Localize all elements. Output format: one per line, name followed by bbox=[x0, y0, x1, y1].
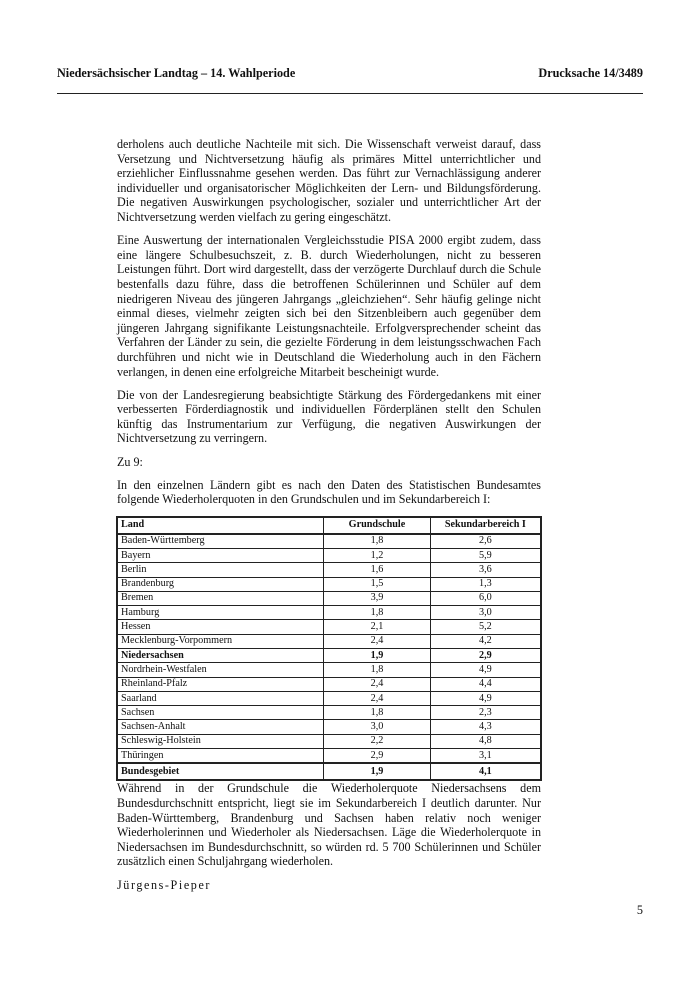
cell-land: Hamburg bbox=[117, 606, 324, 620]
cell-grundschule: 2,4 bbox=[324, 677, 431, 691]
cell-sekundarbereich: 5,2 bbox=[430, 620, 541, 634]
cell-grundschule: 2,1 bbox=[324, 620, 431, 634]
cell-land: Bayern bbox=[117, 548, 324, 562]
table-row bbox=[117, 706, 541, 720]
table-row bbox=[117, 534, 541, 549]
cell-sekundarbereich: 4,9 bbox=[430, 691, 541, 705]
table-row bbox=[117, 691, 541, 705]
cell-grundschule: 1,8 bbox=[324, 534, 431, 549]
cell-land: Sachsen bbox=[117, 706, 324, 720]
cell-land: Mecklenburg-Vorpommern bbox=[117, 634, 324, 648]
section-label: Zu 9: bbox=[117, 454, 143, 469]
repeater-rate-table bbox=[116, 516, 542, 782]
table-row bbox=[117, 577, 541, 591]
cell-grundschule: 1,8 bbox=[324, 663, 431, 677]
table-body bbox=[117, 534, 541, 781]
cell-sekundarbereich: 2,6 bbox=[430, 534, 541, 549]
cell-sekundarbereich: 2,3 bbox=[430, 706, 541, 720]
cell-grundschule: 2,2 bbox=[324, 734, 431, 748]
paragraph-2: Eine Auswertung der internationalen Vergleichsstudie PISA 2000 ergibt zudem, dass eine längere Schulbesuchszeit, z. B. durch Wiederholungen, nicht zu besseren Leistungen führt. Dort wird dargestellt, dass der verzögerte Durchlauf durch die Schule bestenfalls dazu führe, dass die betroffenen Schülerinnen und Schüler auf dem niedrigeren Niveau des jüngeren Jahrgangs „gleichziehen“. Sehr häufig gelinge nicht einmal dieses, vielmehr zeigten sich bei den Sitzenbleibern auch gegenüber dem jüngeren Jahrgang signifikante Leistungsnachteile. Erfolgversprechender scheint das Verfahren der Länder zu sein, die gezielte Förderung in dem leistungsschwachen Fach durchführen und nicht wie in Deutschland die Wiederholung auch in den Fächern verlangen, in denen eine erfolgreiche Mitarbeit bescheinigt wurde. bbox=[117, 233, 541, 379]
table-row bbox=[117, 677, 541, 691]
column-header-grundschule: Grundschule bbox=[324, 517, 431, 534]
cell-sekundarbereich: 4,8 bbox=[430, 734, 541, 748]
cell-land: Sachsen-Anhalt bbox=[117, 720, 324, 734]
total-land: Bundesgebiet bbox=[117, 763, 324, 780]
table-row bbox=[117, 606, 541, 620]
cell-grundschule: 2,4 bbox=[324, 634, 431, 648]
signature: Jürgens-Pieper bbox=[117, 877, 212, 892]
cell-grundschule: 1,9 bbox=[324, 649, 431, 663]
cell-sekundarbereich: 3,0 bbox=[430, 606, 541, 620]
header-parliament-title: Niedersächsischer Landtag – 14. Wahlperiode bbox=[57, 66, 296, 80]
cell-land: Brandenburg bbox=[117, 577, 324, 591]
cell-grundschule: 1,8 bbox=[324, 606, 431, 620]
total-grundschule: 1,9 bbox=[324, 763, 431, 780]
paragraph-1: derholens auch deutliche Nachteile mit sich. Die Wissenschaft verweist darauf, dass Versetzung und Nichtversetzung häufig als primäres Mittel unterrichtlicher und erziehlicher Einflussnahme gesehen werden. Das führt zur Vernachlässigung anderer individueller und organisatorischer Möglichkeiten der Lern- und Bildungsförderung. Die negativen Auswirkungen psychologischer, sozialer und unterrichtlicher Art der Nichtversetzung werden vielfach zu gering eingeschätzt. bbox=[117, 137, 541, 224]
cell-sekundarbereich: 4,9 bbox=[430, 663, 541, 677]
cell-grundschule: 1,6 bbox=[324, 563, 431, 577]
cell-sekundarbereich: 3,1 bbox=[430, 749, 541, 764]
table-row bbox=[117, 663, 541, 677]
cell-sekundarbereich: 2,9 bbox=[430, 649, 541, 663]
table-row bbox=[117, 649, 541, 663]
table-container bbox=[117, 516, 541, 782]
column-header-sekundarbereich: Sekundarbereich I bbox=[430, 517, 541, 534]
cell-land: Schleswig-Holstein bbox=[117, 734, 324, 748]
header-divider bbox=[57, 93, 643, 94]
total-sekundarbereich: 4,1 bbox=[430, 763, 541, 780]
cell-grundschule: 1,8 bbox=[324, 706, 431, 720]
cell-grundschule: 3,0 bbox=[324, 720, 431, 734]
cell-grundschule: 2,4 bbox=[324, 691, 431, 705]
cell-land: Bremen bbox=[117, 591, 324, 605]
cell-sekundarbereich: 5,9 bbox=[430, 548, 541, 562]
cell-land: Thüringen bbox=[117, 749, 324, 764]
paragraph-3: Die von der Landesregierung beabsichtigte Stärkung des Fördergedankens mit einer verbesserten Förderdiagnostik und individuellen Förderplänen stellt den Schulen künftig das Instrumentarium zur Verfügung, die negativen Auswirkungen der Nichtversetzung zu verringern. bbox=[117, 387, 541, 446]
cell-land: Saarland bbox=[117, 691, 324, 705]
cell-grundschule: 3,9 bbox=[324, 591, 431, 605]
cell-grundschule: 1,2 bbox=[324, 548, 431, 562]
cell-land: Rheinland-Pfalz bbox=[117, 677, 324, 691]
table-total-row bbox=[117, 763, 541, 780]
cell-sekundarbereich: 4,3 bbox=[430, 720, 541, 734]
table-intro: In den einzelnen Ländern gibt es nach den Daten des Statistischen Bundesamtes folgende Wiederholerquoten in den Grundschulen und im Sekundarbereich I: bbox=[117, 477, 541, 507]
table-row bbox=[117, 548, 541, 562]
page-number: 5 bbox=[636, 903, 643, 917]
header-document-number: Drucksache 14/3489 bbox=[538, 66, 643, 80]
page-header bbox=[57, 66, 643, 81]
cell-land: Nordrhein-Westfalen bbox=[117, 663, 324, 677]
cell-grundschule: 1,5 bbox=[324, 577, 431, 591]
cell-land: Niedersachsen bbox=[117, 649, 324, 663]
table-row bbox=[117, 563, 541, 577]
table-row bbox=[117, 720, 541, 734]
table-row bbox=[117, 591, 541, 605]
cell-sekundarbereich: 4,4 bbox=[430, 677, 541, 691]
cell-sekundarbereich: 3,6 bbox=[430, 563, 541, 577]
cell-land: Berlin bbox=[117, 563, 324, 577]
cell-sekundarbereich: 6,0 bbox=[430, 591, 541, 605]
table-row bbox=[117, 749, 541, 764]
table-row bbox=[117, 634, 541, 648]
cell-sekundarbereich: 1,3 bbox=[430, 577, 541, 591]
table-row bbox=[117, 620, 541, 634]
cell-land: Hessen bbox=[117, 620, 324, 634]
cell-land: Baden-Württemberg bbox=[117, 534, 324, 549]
cell-sekundarbereich: 4,2 bbox=[430, 634, 541, 648]
column-header-land: Land bbox=[117, 517, 324, 534]
cell-grundschule: 2,9 bbox=[324, 749, 431, 764]
document-body bbox=[117, 137, 541, 901]
closing-paragraph: Während in der Grundschule die Wiederholerquote Niedersachsens dem Bundesdurchschnitt entspricht, liegt sie im Sekundarbereich I deutlich darunter. Nur Baden-Württemberg, Brandenburg und Sachsen haben relativ noch weniger Wiederholerinnen und Wiederholer als Niedersachsen. Läge die Wiederholerquote in Niedersachsen im Bundesdurchschnitt, so würden rd. 5 700 Schülerinnen und Schüler zusätzlich einen Schuljahrgang wiederholen. bbox=[117, 781, 541, 869]
table-header-row bbox=[117, 517, 541, 534]
table-row bbox=[117, 734, 541, 748]
